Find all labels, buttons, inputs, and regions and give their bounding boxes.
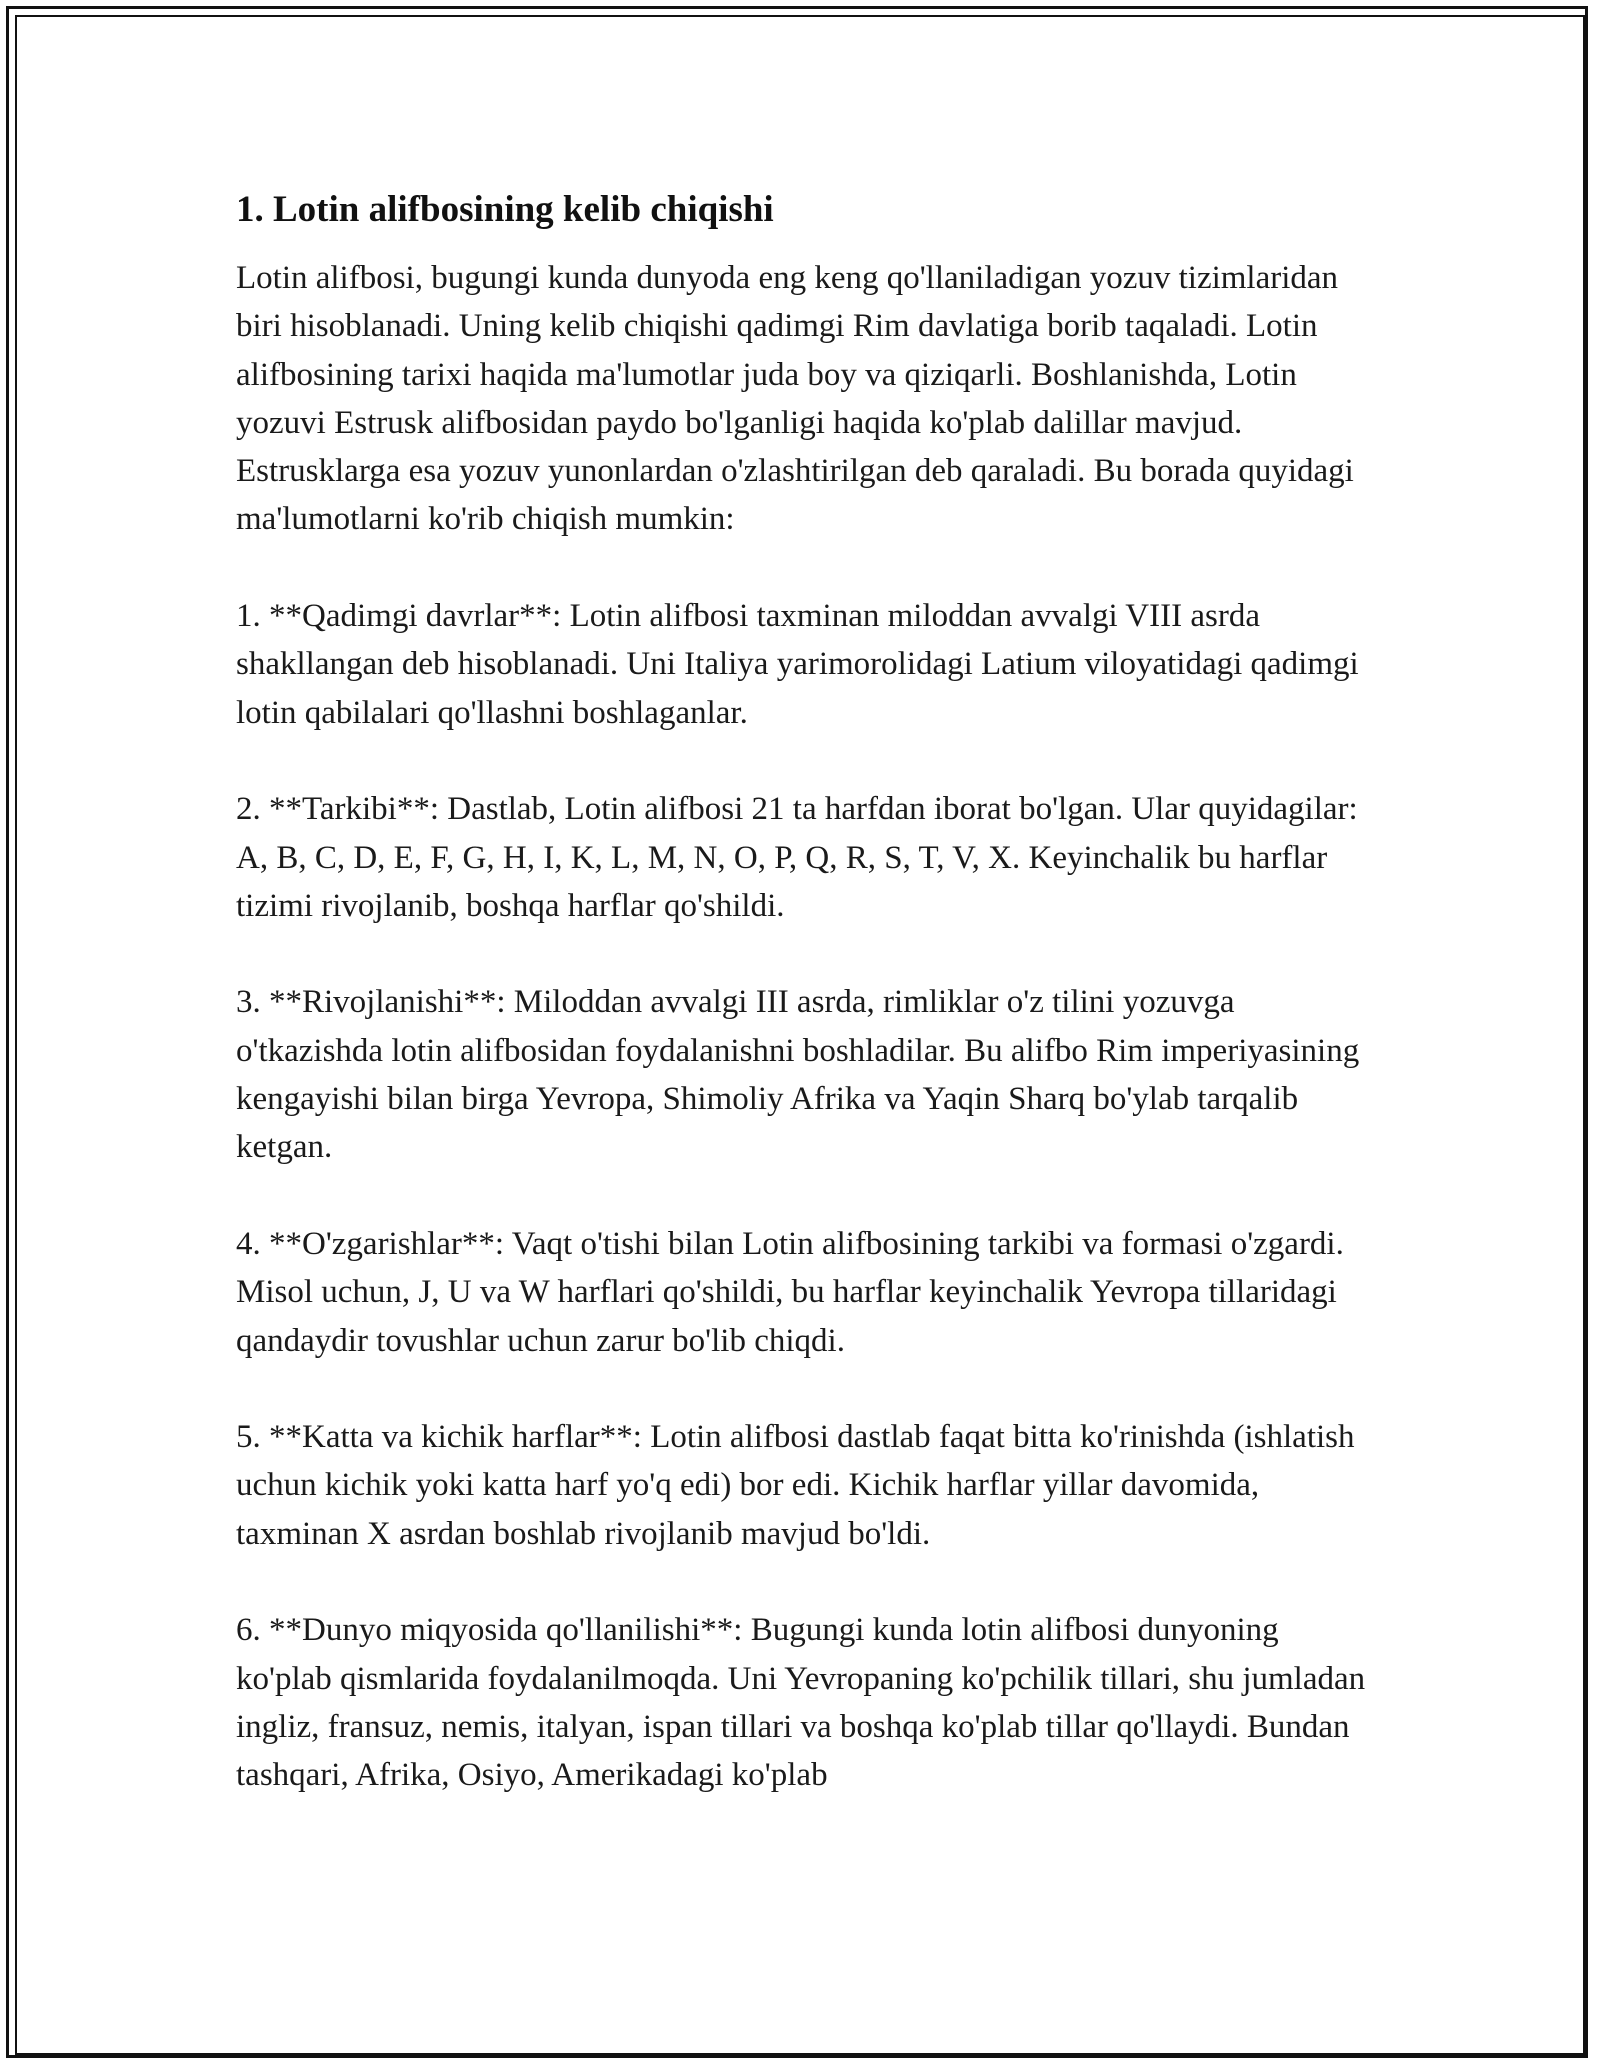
list-item-worldwide-usage: 6. **Dunyo miqyosida qo'llanilishi**: Bugungi kunda lotin alifbosi dunyoning ko'plab qismlarida foydalanilmoqda. Uni Yevropaning ko'pchilik tillari, shu jumladan ingliz, fransuz, nemis, italyan, ispan tillari va boshqa ko'plab tillar qo'llaydi. Bundan tashqari, Afrika, Osiyo, Amerikadagi ko'plab: [236, 1612, 1366, 1794]
section-heading: 1. Lotin alifbosining kelib chiqishi: [236, 189, 774, 230]
list-item-upper-lower-case: 5. **Katta va kichik harflar**: Lotin alifbosi dastlab faqat bitta ko'rinishda (ishlatish uchun kichik yoki katta harf yo'q edi) bor edi. Kichik harflar yillar davomida, taxminan X asrdan boshlab rivojlanib mavjud bo'ldi.: [236, 1419, 1355, 1552]
list-item-composition: 2. **Tarkibi**: Dastlab, Lotin alifbosi 21 ta harfdan iborat bo'lgan. Ular quyidagilar: A, B, C, D, E, F, G, H, I, K, L, M, N, O, P, Q, R, S, T, V, X. Keyinchalik bu harflar tizimi rivojlanib, boshqa harflar qo'shildi.: [236, 791, 1358, 924]
list-item-changes: 4. **O'zgarishlar**: Vaqt o'tishi bilan Lotin alifbosining tarkibi va formasi o'zgardi. Misol uchun, J, U va W harflari qo'shildi, bu harflar keyinchalik Yevropa tillaridagi qandaydir tovushlar uchun zarur bo'lib chiqdi.: [236, 1225, 1344, 1359]
list-item-ancient-periods: 1. **Qadimgi davrlar**: Lotin alifbosi taxminan miloddan avvalgi VIII asrda shakllangan deb hisoblanadi. Uni Italiya yarimorolidagi Latium viloyatidagi qadimgi lotin qabilalari qo'llashni boshlaganlar.: [236, 598, 1359, 731]
document-body: [236, 186, 1372, 1800]
list-item-development: 3. **Rivojlanishi**: Miloddan avvalgi III asrda, rimliklar o'z tilini yozuvga o'tkazishda lotin alifbosidan foydalanishni boshladilar. Bu alifbo Rim imperiyasining kengayishi bilan birga Yevropa, Shimoliy Afrika va Yaqin Sharq bo'ylab tarqalib ketgan.: [236, 984, 1360, 1166]
intro-paragraph: Lotin alifbosi, bugungi kunda dunyoda eng keng qo'llaniladigan yozuv tizimlaridan biri hisoblanadi. Uning kelib chiqishi qadimgi Rim davlatiga borib taqaladi. Lotin alifbosining tarixi haqida ma'lumotlar juda boy va qiziqarli. Boshlanishda, Lotin yozuvi Estrusk alifbosidan paydo bo'lganligi haqida ko'plab dalillar mavjud. Estrusklarga esa yozuv yunonlardan o'zlashtirilgan deb qaraladi. Bu borada quyidagi ma'lumotlarni ko'rib chiqish mumkin:: [236, 260, 1354, 538]
